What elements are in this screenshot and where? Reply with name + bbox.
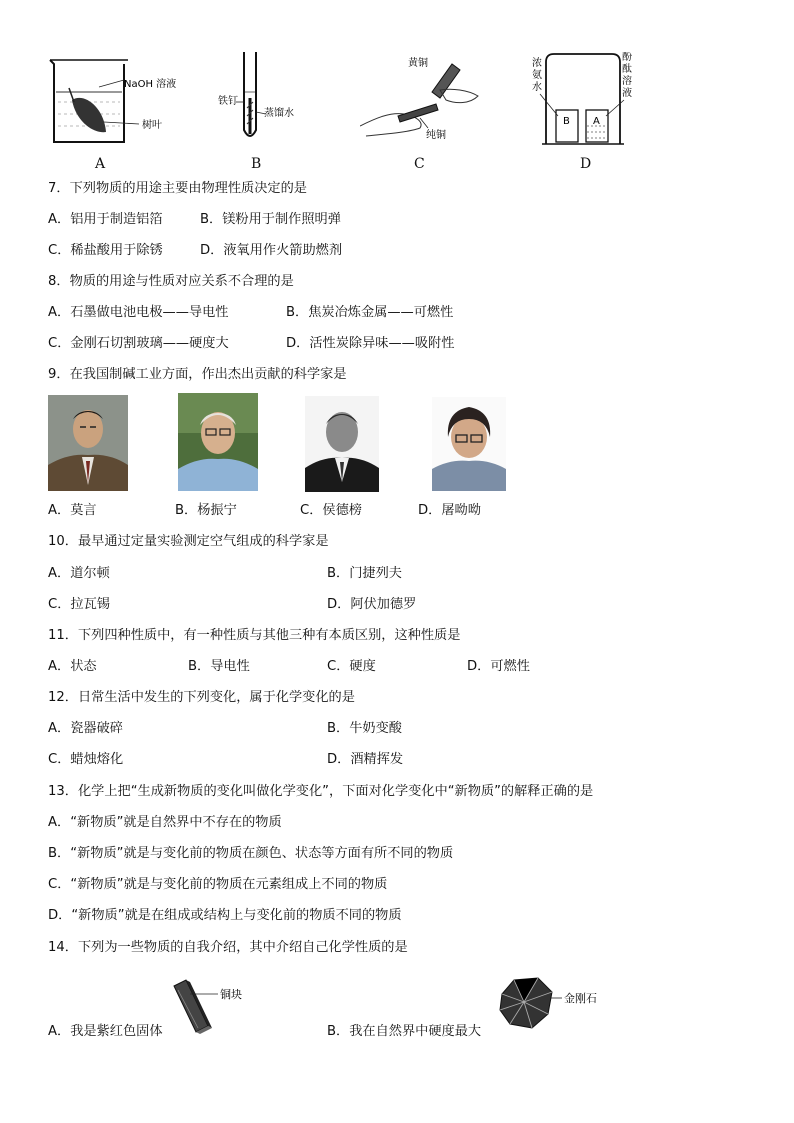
q10-option-a: A．道尔顿 xyxy=(48,566,110,581)
figure-a-beaker xyxy=(44,52,194,152)
copper-label: 纯铜 xyxy=(426,130,446,141)
figure-d-bell-jar xyxy=(528,52,638,152)
q9-stem: 9．在我国制碱工业方面，作出杰出贡献的科学家是 xyxy=(48,367,347,382)
q13-option-d: D．“新物质”就是在组成或结构上与变化前的物质不同的物质 xyxy=(48,908,402,923)
q12-option-b: B．牛奶变酸 xyxy=(327,721,402,736)
q7-option-b: B．镁粉用于制作照明弹 xyxy=(200,212,341,227)
q13-stem: 13．化学上把“生成新物质的变化叫做化学变化”，下面对化学变化中“新物质”的解释正确的是 xyxy=(48,784,594,799)
figure-d-caption: D xyxy=(580,156,592,172)
beaker-b-label: B xyxy=(563,116,570,127)
q7-option-c: C．稀盐酸用于除锈 xyxy=(48,243,163,258)
brass-label: 黄铜 xyxy=(408,58,428,69)
q9-option-a: A．莫言 xyxy=(48,503,97,518)
nail-label: 铁钉 xyxy=(218,96,238,107)
q10-stem: 10．最早通过定量实验测定空气组成的科学家是 xyxy=(48,534,329,549)
naoh-label: NaOH 溶液 xyxy=(124,79,177,90)
ammonia-label-3: 水 xyxy=(532,82,542,93)
portrait-photo-b xyxy=(178,393,258,491)
ammonia-label-2: 氨 xyxy=(532,70,542,81)
q7-option-d: D．液氧用作火箭助燃剂 xyxy=(200,243,343,258)
figure-c-caption: C xyxy=(414,156,425,172)
q11-option-c: C．硬度 xyxy=(327,659,376,674)
q11-option-a: A．状态 xyxy=(48,659,97,674)
q13-option-a: A．“新物质”就是自然界中不存在的物质 xyxy=(48,815,282,830)
copper-block-figure xyxy=(168,976,258,1038)
diamond-figure xyxy=(496,974,616,1034)
q11-stem: 11．下列四种性质中，有一种性质与其他三种有本质区别，这种性质是 xyxy=(48,628,461,643)
q12-option-a: A．瓷器破碎 xyxy=(48,721,123,736)
ammonia-label-1: 浓 xyxy=(532,58,542,69)
q8-stem: 8．物质的用途与性质对应关系不合理的是 xyxy=(48,274,294,289)
q12-option-c: C．蜡烛熔化 xyxy=(48,752,124,767)
q13-option-b: B．“新物质”就是与变化前的物质在颜色、状态等方面有所不同的物质 xyxy=(48,846,454,861)
q10-option-d: D．阿伏加德罗 xyxy=(327,597,417,612)
figure-c-scratching xyxy=(360,52,485,152)
q13-option-c: C．“新物质”就是与变化前的物质在元素组成上不同的物质 xyxy=(48,877,388,892)
q9-option-d: D．屠呦呦 xyxy=(418,503,481,518)
portrait-photo-a xyxy=(48,395,128,491)
q14-stem: 14．下列为一些物质的自我介绍，其中介绍自己化学性质的是 xyxy=(48,940,408,955)
figure-b-caption: B xyxy=(251,156,262,172)
phenol-label-2: 酞 xyxy=(622,64,632,75)
phenol-label-4: 液 xyxy=(622,88,632,99)
q9-option-c: C．侯德榜 xyxy=(300,503,362,518)
q11-option-d: D．可燃性 xyxy=(467,659,530,674)
q10-option-b: B．门捷列夫 xyxy=(327,566,402,581)
copper-block-label: 铜块 xyxy=(220,988,242,1001)
diamond-label: 金刚石 xyxy=(564,992,597,1005)
phenol-label-1: 酚 xyxy=(622,52,632,63)
q10-option-c: C．拉瓦锡 xyxy=(48,597,110,612)
q14-option-b: B．我在自然界中硬度最大 xyxy=(327,1024,482,1039)
portrait-photo-d xyxy=(432,397,506,491)
water-label: 蒸馏水 xyxy=(264,108,294,119)
q8-option-c: C．金刚石切割玻璃——硬度大 xyxy=(48,336,229,351)
portrait-photo-c xyxy=(305,396,379,492)
q7-option-a: A．铝用于制造铝箔 xyxy=(48,212,163,227)
q14-option-a: A．我是紫红色固体 xyxy=(48,1024,163,1039)
q8-option-d: D．活性炭除异味——吸附性 xyxy=(286,336,455,351)
beaker-a-label: A xyxy=(593,116,600,127)
q8-option-b: B．焦炭冶炼金属——可燃性 xyxy=(286,305,454,320)
q12-option-d: D．酒精挥发 xyxy=(327,752,404,767)
q9-option-b: B．杨振宁 xyxy=(175,503,237,518)
q7-stem: 7．下列物质的用途主要由物理性质决定的是 xyxy=(48,181,307,196)
q8-option-a: A．石墨做电池电极——导电性 xyxy=(48,305,229,320)
figure-b-test-tube xyxy=(214,52,309,152)
leaf-label: 树叶 xyxy=(142,120,162,131)
figure-a-caption: A xyxy=(95,156,106,172)
phenol-label-3: 溶 xyxy=(622,76,632,87)
q11-option-b: B．导电性 xyxy=(188,659,250,674)
q12-stem: 12．日常生活中发生的下列变化，属于化学变化的是 xyxy=(48,690,355,705)
